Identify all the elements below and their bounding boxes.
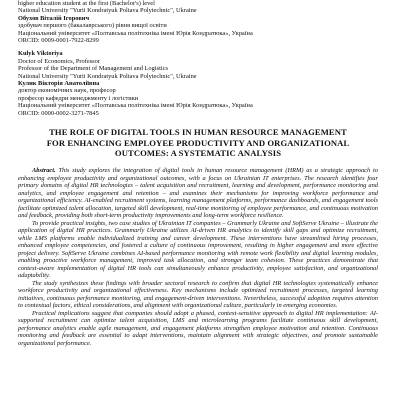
author-name-ukrainian: Обухов Віталій Ігорович: [18, 14, 90, 22]
author-line: здобувач першого (бакалаврського) рівня вищої освіти: [18, 22, 167, 30]
author-line: Professor of the Department of Management and Logistics: [18, 65, 168, 73]
author-name-ukrainian: Кулик Вікторія Анатоліївна: [18, 80, 100, 88]
paper-title-line: OUTCOMES: A SYSTEMATIC ANALYSIS: [114, 147, 282, 158]
author-line: професор кафедри менеджменту і логістики: [18, 94, 139, 102]
author-line: higher education student at the first (Bachelor's) level: [18, 0, 155, 7]
author-line: доктор економічних наук, професор: [18, 87, 116, 95]
author-name: Kulyk Viktoriya: [18, 50, 63, 58]
author-line: National University "Yurii Kondratyuk Poltava Polytechnic", Ukraine: [18, 7, 197, 15]
paper-title: [18, 127, 378, 158]
abstract-lead: Abstract.: [32, 167, 56, 175]
author-line: Національний університет «Полтавська політехніка імені Юрія Кондратюка», Україна: [18, 102, 253, 110]
author-block-1: [18, 0, 378, 44]
author-line: National University "Yurii Kondratyuk Poltava Polytechnic", Ukraine: [18, 72, 197, 80]
abstract-text: This study explores the integration of digital tools in human resource management (HRM) as a strategic approach to enhancing employee productivity and organizational outcomes, with a focus on Ukrainian IT enterprises. The research identifies four primary domains of digital HR technologies – talent acquisition and recruitment, learning and development, performance monitoring and analytics, and employee engagement and retention – and examines their mechanisms for improving workforce performance and organizational efficiency. AI-enabled recruitment systems, learning management platforms, performance dashboards, and engagement tools facilitate optimized talent allocation, targeted skill development, real-time monitoring of employee performance, and continuous motivation and feedback, providing both short-term productivity improvements and long-term workforce resilience.: [18, 167, 378, 220]
abstract-paragraph: To provide practical insights, two case studies of Ukrainian IT companies – Grammarly Ukraine and SoftServe Ukraine – illustrate the application of digital HR practices. Grammarly Ukraine utilizes AI-driven HR analytics to identify skill gaps and optimize recruitment, while LMS platforms enable individualized training and career development. These interventions have streamlined hiring processes, enhanced employee competencies, and fostered a culture of continuous improvement, resulting in higher engagement and more effective project delivery. SoftServe Ukraine combines AI-based performance monitoring with remote work flexibility and digital learning modules, enabling proactive workforce management, improved task allocation, and stronger team cohesion. These practices demonstrate that context-aware implementation of digital HR tools can simultaneously enhance productivity, employee satisfaction, and organizational adaptability.: [18, 219, 378, 280]
author-orcid: ORCID: 0009-0001-7922-8299: [18, 37, 99, 45]
paper-title-line: THE ROLE OF DIGITAL TOOLS IN HUMAN RESOURCE MANAGEMENT: [49, 127, 347, 138]
abstract-paragraph: [18, 167, 378, 220]
abstract-paragraph: Practical implications suggest that companies should adopt a phased, context-sensitive approach to digital HR implementation: AI-supported recruitment can optimize talent acquisition, LMS and microlearning programs facilitate continuous skill development, performance analytics enable agile management, and engagement platforms strengthen employee motivation and retention. Continuous monitoring and feedback are essential to adapt interventions, maintain alignment with strategic objectives, and promote sustainable organizational performance.: [18, 309, 378, 347]
paper-title-line: FOR ENHANCING EMPLOYEE PRODUCTIVITY AND ORGANIZATIONAL: [46, 137, 350, 148]
author-orcid: ORCID: 0000-0002-3271-7845: [18, 109, 99, 117]
author-line: Національний університет «Полтавська політехніка імені Юрія Кондратюка», Україна: [18, 29, 253, 37]
author-line: Doctor of Economics, Professor: [18, 57, 100, 65]
abstract-paragraph: The study synthesizes these findings with broader sectoral research to confirm that digital HR technologies systematically enhance workforce productivity and organizational effectiveness. Key mechanisms include optimized recruitment processes, targeted learning initiatives, continuous performance monitoring, and engagement-driven interventions. Nevertheless, successful adoption requires attention to contextual factors, ethical considerations, and alignment with organizational culture, particularly in emerging economies.: [18, 279, 378, 310]
author-block-2: [18, 50, 378, 117]
